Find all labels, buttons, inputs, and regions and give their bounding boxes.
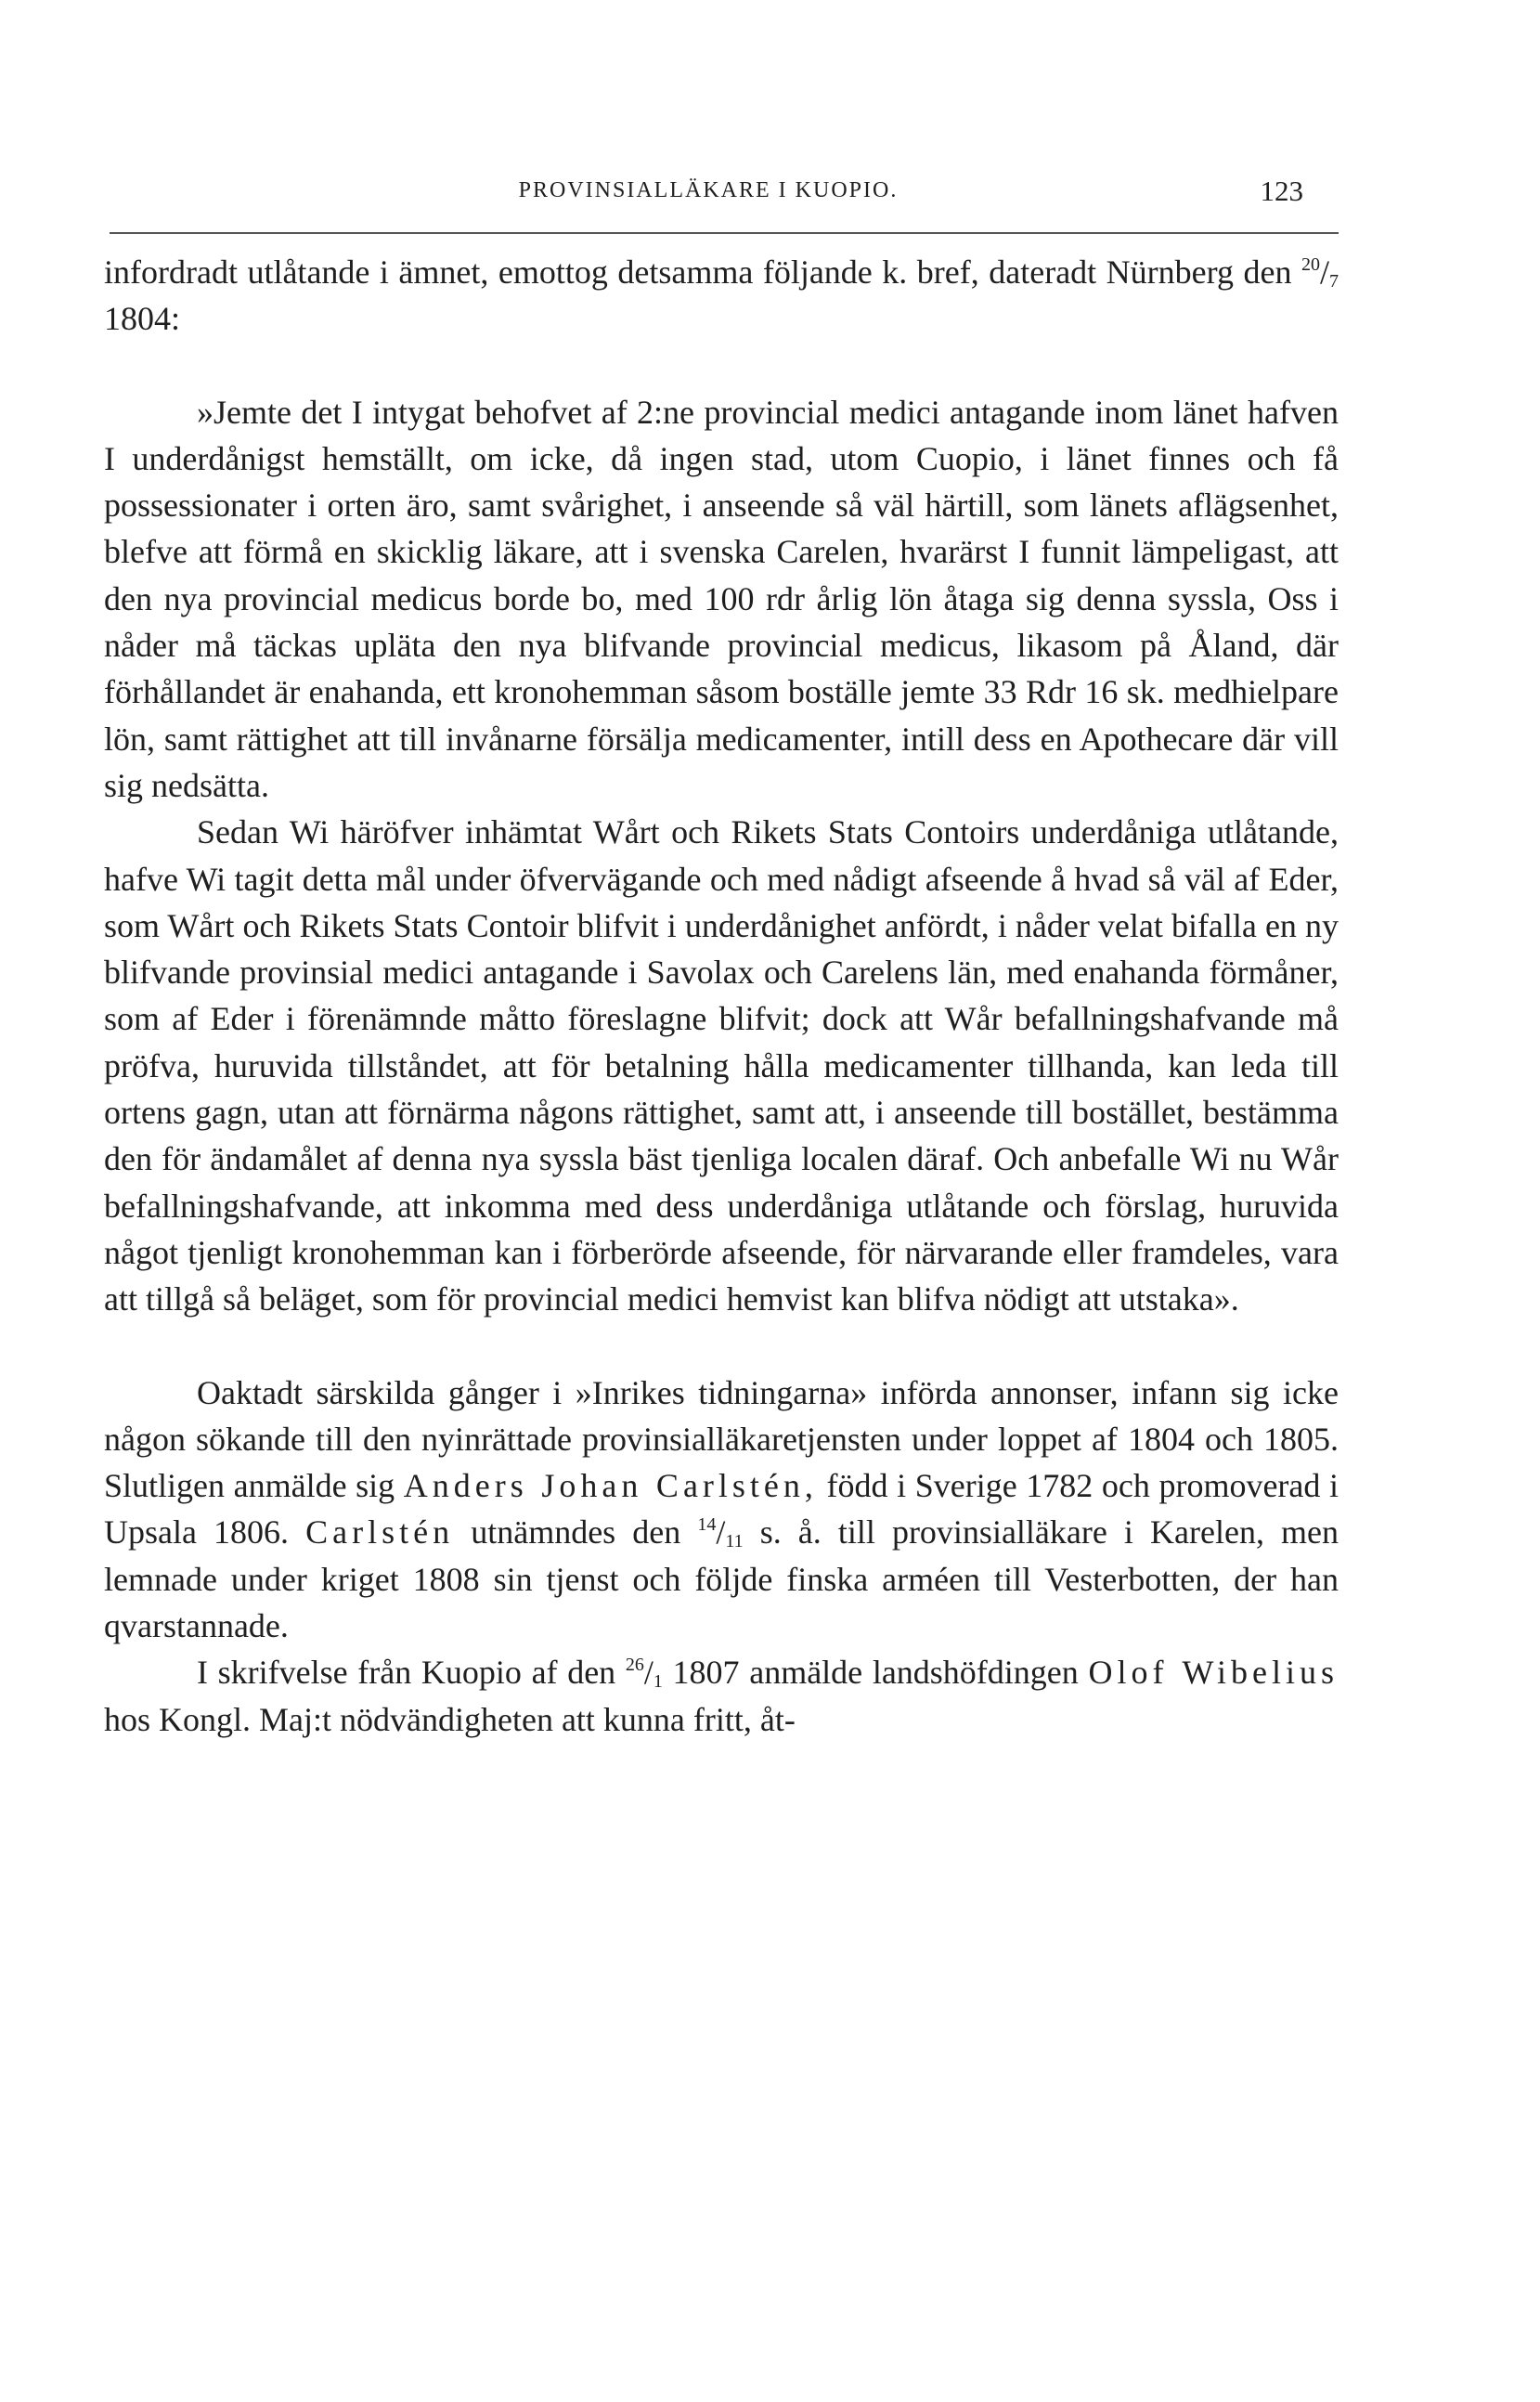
- text-run: I skrifvelse från Kuopio af den: [197, 1654, 626, 1692]
- date-month: 7: [1329, 271, 1339, 292]
- paragraph-letter-quote: »Jemte det I intygat behofvet af 2:ne provincial medici antagande inom länet hafven I underdånigst hemställt, om icke, då ingen stad, utom Cuopio, i länet finnes och få possessionater i orten äro, samt svårighet, i anseende så väl härtill, som länets aflägsenhet, blefve att förmå en skicklig läkare, att i svenska Carelen, hvarärst I funnit lämpeligast, att den nya provincial medicus borde bo, med 100 rdr årlig lön åtaga sig denna syssla, Oss i nåder må täckas upläta den nya blifvande provincial medicus, likasom på Åland, där förhållandet är enahanda, ett kronohemman såsom boställe jemte 33 Rdr 16 sk. medhielpare lön, samt rättighet att till invånarne försälja medicamenter, intill dess en Apothecare där vill sig nedsätta.: [104, 393, 1339, 804]
- text-run: infordradt utlåtande i ämnet, emottog detsamma följande k. bref, dateradt Nürnberg den: [104, 253, 1301, 291]
- paragraph-intro: infordradt utlåtande i ämnet, emottog detsamma följande k. bref, dateradt Nürnberg den $^{20}/_7$ 1804:: [104, 253, 1339, 338]
- page-header: [110, 171, 1307, 208]
- running-title: PROVINSIALLÄKARE I KUOPIO.: [518, 178, 899, 202]
- text-run: född i Sverige 1782 och promoverad i Upsala 1806.: [104, 1467, 1339, 1552]
- page-number: 123: [1260, 175, 1303, 207]
- text-run: 1804:: [104, 300, 181, 338]
- paragraph-carlsten: Oaktadt särskilda gånger i »Inrikes tidningarna» införda annonser, infann sig icke någon sökande till den nyinrättade provinsialläkaretjensten under loppet af 1804 och 1805. Slutligen anmälde sig Anders Johan Carlstén, född i Sverige 1782 och promoverad i Upsala 1806. Carlstén utnämndes den $^{14}/_{11}$ s. å. till provinsialläkare i Karelen, men lemnade under kriget 1808 sin tjenst och följde finska arméen till Vesterbotten, der han qvarstannade.: [104, 1373, 1339, 1645]
- person-name: Anders Johan Carlstén,: [403, 1467, 818, 1505]
- paragraph-wibelius: I skrifvelse från Kuopio af den $^{26}/_1$ 1807 anmälde landshöfdingen Olof Wibelius hos Kongl. Maj:t nödvändigheten att kunna fritt, åt-: [104, 1654, 1339, 1738]
- date-month: 11: [725, 1531, 744, 1552]
- date-day: 20: [1301, 254, 1320, 275]
- date-day: 14: [697, 1514, 717, 1536]
- date-day: 26: [625, 1655, 644, 1676]
- text-run: hos Kongl. Maj:t nödvändigheten att kunna fritt, åt-: [104, 1700, 796, 1738]
- header-rule: [110, 232, 1339, 234]
- body-text: [104, 249, 1339, 1743]
- text-run: s. å. till provinsialläkare i Karelen, men lemnade under kriget 1808 sin tjenst och följde finska arméen till Vesterbotten, der han qvarstannade.: [104, 1513, 1339, 1645]
- date-month: 1: [653, 1671, 663, 1693]
- text-run: 1807 anmälde landshöfdingen: [662, 1654, 1089, 1692]
- text-run: utnämndes den: [454, 1513, 698, 1552]
- person-name: Olof Wibelius: [1088, 1654, 1339, 1692]
- person-name: Carlstén: [305, 1513, 455, 1552]
- paragraph-letter-decision: Sedan Wi häröfver inhämtat Wårt och Rikets Stats Contoirs underdåniga utlåtande, hafve Wi tagit detta mål under öfvervägande och med nådigt afseende å hvad så väl af Eder, som Wårt och Rikets Stats Contoir blifvit i underdånighet anfördt, i nåder velat bifalla en ny blifvande provinsial medici antagande i Savolax och Carelens län, med enahanda förmåner, som af Eder i förenämnde måtto föreslagne blifvit; dock att Wår befallningshafvande må pröfva, huruvida tillståndet, att för betalning hålla medicamenter tillhanda, kan leda till ortens gagn, utan att förnärma någons rättighet, samt att, i anseende till bostället, bestämma den för ändamålet af denna nya syssla bäst tjenliga localen däraf. Och anbefalle Wi nu Wår befallningshafvande, att inkomma med dess underdåniga utlåtande och förslag, huruvida något tjenligt kronohemman kan i förberörde afseende, för närvarande eller framdeles, vara att tillgå så beläget, som för provincial medici hemvist kan blifva nödigt att utstaka».: [104, 813, 1339, 1318]
- text-run: Oaktadt särskilda gånger i »Inrikes tidningarna» införda annonser, infann sig icke någon sökande till den nyinrättade provinsialläkaretjensten under loppet af 1804 och 1805. Slutligen anmälde sig: [104, 1373, 1339, 1505]
